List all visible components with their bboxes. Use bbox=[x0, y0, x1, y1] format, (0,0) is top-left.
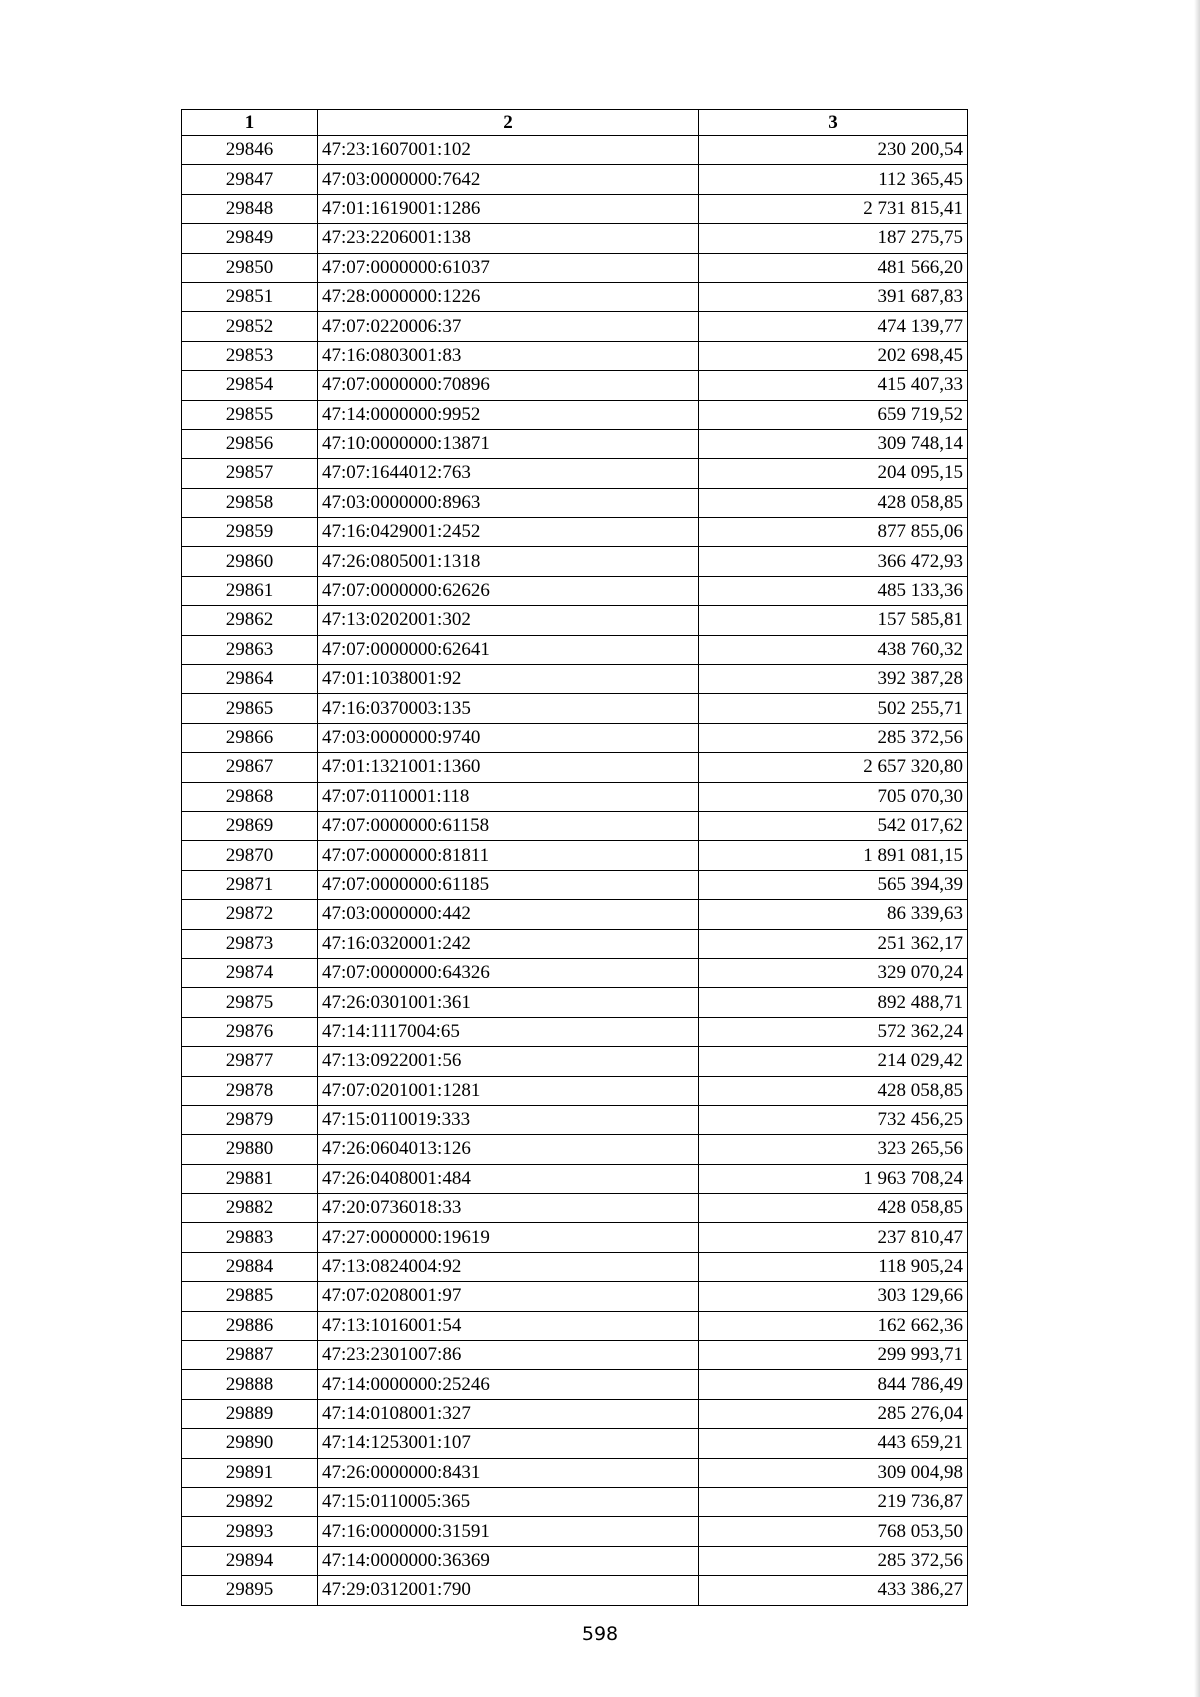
value-cell: 285 276,04 bbox=[699, 1399, 968, 1428]
data-table bbox=[181, 109, 968, 1606]
row-number-cell: 29889 bbox=[182, 1399, 318, 1428]
row-number-cell: 29857 bbox=[182, 459, 318, 488]
value-cell: 2 657 320,80 bbox=[699, 753, 968, 782]
table-row bbox=[182, 606, 968, 635]
value-cell: 877 855,06 bbox=[699, 518, 968, 547]
value-cell: 438 760,32 bbox=[699, 635, 968, 664]
cadastral-number-cell: 47:14:0000000:9952 bbox=[318, 400, 699, 429]
cadastral-number-cell: 47:26:0604013:126 bbox=[318, 1135, 699, 1164]
cadastral-number-cell: 47:20:0736018:33 bbox=[318, 1194, 699, 1223]
table-row bbox=[182, 870, 968, 899]
table-row bbox=[182, 811, 968, 840]
value-cell: 391 687,83 bbox=[699, 282, 968, 311]
table-row bbox=[182, 929, 968, 958]
table-row bbox=[182, 1194, 968, 1223]
row-number-cell: 29846 bbox=[182, 136, 318, 165]
cadastral-number-cell: 47:14:0000000:36369 bbox=[318, 1546, 699, 1575]
row-number-cell: 29863 bbox=[182, 635, 318, 664]
row-number-cell: 29872 bbox=[182, 900, 318, 929]
row-number-cell: 29852 bbox=[182, 312, 318, 341]
cadastral-number-cell: 47:26:0805001:1318 bbox=[318, 547, 699, 576]
row-number-cell: 29854 bbox=[182, 371, 318, 400]
cadastral-number-cell: 47:07:0110001:118 bbox=[318, 782, 699, 811]
table-row bbox=[182, 1370, 968, 1399]
row-number-cell: 29888 bbox=[182, 1370, 318, 1399]
row-number-cell: 29856 bbox=[182, 429, 318, 458]
cadastral-number-cell: 47:14:0108001:327 bbox=[318, 1399, 699, 1428]
table-row bbox=[182, 1517, 968, 1546]
column-header-3: 3 bbox=[699, 110, 968, 136]
table-row bbox=[182, 1164, 968, 1193]
cadastral-number-cell: 47:16:0000000:31591 bbox=[318, 1517, 699, 1546]
row-number-cell: 29850 bbox=[182, 253, 318, 282]
row-number-cell: 29855 bbox=[182, 400, 318, 429]
table-row bbox=[182, 576, 968, 605]
cadastral-number-cell: 47:07:0000000:61158 bbox=[318, 811, 699, 840]
page-edge-shadow bbox=[1194, 0, 1200, 1697]
table-row bbox=[182, 518, 968, 547]
row-number-cell: 29895 bbox=[182, 1576, 318, 1605]
value-cell: 392 387,28 bbox=[699, 665, 968, 694]
row-number-cell: 29858 bbox=[182, 488, 318, 517]
value-cell: 428 058,85 bbox=[699, 488, 968, 517]
value-cell: 428 058,85 bbox=[699, 1194, 968, 1223]
value-cell: 892 488,71 bbox=[699, 988, 968, 1017]
row-number-cell: 29874 bbox=[182, 958, 318, 987]
table-row bbox=[182, 136, 968, 165]
row-number-cell: 29877 bbox=[182, 1047, 318, 1076]
cadastral-number-cell: 47:15:0110005:365 bbox=[318, 1487, 699, 1516]
cadastral-number-cell: 47:26:0408001:484 bbox=[318, 1164, 699, 1193]
table-row bbox=[182, 1252, 968, 1281]
table-row bbox=[182, 194, 968, 223]
value-cell: 202 698,45 bbox=[699, 341, 968, 370]
row-number-cell: 29859 bbox=[182, 518, 318, 547]
table-row bbox=[182, 694, 968, 723]
value-cell: 204 095,15 bbox=[699, 459, 968, 488]
cadastral-number-cell: 47:14:1117004:65 bbox=[318, 1017, 699, 1046]
row-number-cell: 29865 bbox=[182, 694, 318, 723]
value-cell: 844 786,49 bbox=[699, 1370, 968, 1399]
page-number: 598 bbox=[581, 1623, 619, 1645]
cadastral-number-cell: 47:26:0000000:8431 bbox=[318, 1458, 699, 1487]
table-row bbox=[182, 429, 968, 458]
value-cell: 299 993,71 bbox=[699, 1341, 968, 1370]
table-row bbox=[182, 1546, 968, 1575]
table-row bbox=[182, 1135, 968, 1164]
cadastral-number-cell: 47:03:0000000:9740 bbox=[318, 723, 699, 752]
row-number-cell: 29887 bbox=[182, 1341, 318, 1370]
cadastral-number-cell: 47:01:1321001:1360 bbox=[318, 753, 699, 782]
table-row bbox=[182, 1311, 968, 1340]
row-number-cell: 29886 bbox=[182, 1311, 318, 1340]
cadastral-number-cell: 47:01:1619001:1286 bbox=[318, 194, 699, 223]
value-cell: 285 372,56 bbox=[699, 1546, 968, 1575]
value-cell: 309 748,14 bbox=[699, 429, 968, 458]
table-row bbox=[182, 1341, 968, 1370]
cadastral-number-cell: 47:13:0824004:92 bbox=[318, 1252, 699, 1281]
table-row bbox=[182, 282, 968, 311]
value-cell: 118 905,24 bbox=[699, 1252, 968, 1281]
cadastral-number-cell: 47:14:1253001:107 bbox=[318, 1429, 699, 1458]
table-row bbox=[182, 547, 968, 576]
row-number-cell: 29878 bbox=[182, 1076, 318, 1105]
cadastral-number-cell: 47:07:0000000:64326 bbox=[318, 958, 699, 987]
cadastral-number-cell: 47:07:0000000:62626 bbox=[318, 576, 699, 605]
cadastral-number-cell: 47:16:0320001:242 bbox=[318, 929, 699, 958]
value-cell: 329 070,24 bbox=[699, 958, 968, 987]
table-row bbox=[182, 958, 968, 987]
table-row bbox=[182, 459, 968, 488]
table-row bbox=[182, 371, 968, 400]
cadastral-number-cell: 47:07:0220006:37 bbox=[318, 312, 699, 341]
row-number-cell: 29871 bbox=[182, 870, 318, 899]
column-header-2: 2 bbox=[318, 110, 699, 136]
table-row bbox=[182, 488, 968, 517]
row-number-cell: 29894 bbox=[182, 1546, 318, 1575]
table-row bbox=[182, 635, 968, 664]
cadastral-number-cell: 47:03:0000000:8963 bbox=[318, 488, 699, 517]
cadastral-number-cell: 47:13:1016001:54 bbox=[318, 1311, 699, 1340]
value-cell: 2 731 815,41 bbox=[699, 194, 968, 223]
value-cell: 323 265,56 bbox=[699, 1135, 968, 1164]
cadastral-number-cell: 47:07:1644012:763 bbox=[318, 459, 699, 488]
row-number-cell: 29860 bbox=[182, 547, 318, 576]
table-row bbox=[182, 165, 968, 194]
value-cell: 309 004,98 bbox=[699, 1458, 968, 1487]
table-row bbox=[182, 224, 968, 253]
row-number-cell: 29867 bbox=[182, 753, 318, 782]
cadastral-number-cell: 47:16:0429001:2452 bbox=[318, 518, 699, 547]
table-header-row bbox=[182, 110, 968, 136]
cadastral-number-cell: 47:07:0000000:70896 bbox=[318, 371, 699, 400]
row-number-cell: 29853 bbox=[182, 341, 318, 370]
cadastral-number-cell: 47:07:0208001:97 bbox=[318, 1282, 699, 1311]
table-row bbox=[182, 1017, 968, 1046]
cadastral-number-cell: 47:01:1038001:92 bbox=[318, 665, 699, 694]
value-cell: 219 736,87 bbox=[699, 1487, 968, 1516]
value-cell: 415 407,33 bbox=[699, 371, 968, 400]
table-row bbox=[182, 841, 968, 870]
cadastral-number-cell: 47:16:0370003:135 bbox=[318, 694, 699, 723]
row-number-cell: 29868 bbox=[182, 782, 318, 811]
cadastral-number-cell: 47:07:0201001:1281 bbox=[318, 1076, 699, 1105]
cadastral-number-cell: 47:07:0000000:61185 bbox=[318, 870, 699, 899]
row-number-cell: 29870 bbox=[182, 841, 318, 870]
value-cell: 485 133,36 bbox=[699, 576, 968, 605]
row-number-cell: 29848 bbox=[182, 194, 318, 223]
table-row bbox=[182, 753, 968, 782]
value-cell: 214 029,42 bbox=[699, 1047, 968, 1076]
cadastral-number-cell: 47:10:0000000:13871 bbox=[318, 429, 699, 458]
value-cell: 86 339,63 bbox=[699, 900, 968, 929]
value-cell: 443 659,21 bbox=[699, 1429, 968, 1458]
cadastral-number-cell: 47:07:0000000:81811 bbox=[318, 841, 699, 870]
cadastral-number-cell: 47:03:0000000:7642 bbox=[318, 165, 699, 194]
value-cell: 705 070,30 bbox=[699, 782, 968, 811]
row-number-cell: 29876 bbox=[182, 1017, 318, 1046]
cadastral-number-cell: 47:26:0301001:361 bbox=[318, 988, 699, 1017]
row-number-cell: 29869 bbox=[182, 811, 318, 840]
row-number-cell: 29873 bbox=[182, 929, 318, 958]
table-row bbox=[182, 723, 968, 752]
value-cell: 162 662,36 bbox=[699, 1311, 968, 1340]
value-cell: 237 810,47 bbox=[699, 1223, 968, 1252]
table-row bbox=[182, 1282, 968, 1311]
table-row bbox=[182, 253, 968, 282]
row-number-cell: 29849 bbox=[182, 224, 318, 253]
value-cell: 230 200,54 bbox=[699, 136, 968, 165]
column-header-1: 1 bbox=[182, 110, 318, 136]
row-number-cell: 29893 bbox=[182, 1517, 318, 1546]
value-cell: 428 058,85 bbox=[699, 1076, 968, 1105]
cadastral-number-cell: 47:07:0000000:61037 bbox=[318, 253, 699, 282]
table-row bbox=[182, 782, 968, 811]
table-row bbox=[182, 312, 968, 341]
value-cell: 565 394,39 bbox=[699, 870, 968, 899]
table-row bbox=[182, 1429, 968, 1458]
table-row bbox=[182, 400, 968, 429]
value-cell: 481 566,20 bbox=[699, 253, 968, 282]
table-row bbox=[182, 1576, 968, 1605]
value-cell: 1 963 708,24 bbox=[699, 1164, 968, 1193]
value-cell: 659 719,52 bbox=[699, 400, 968, 429]
value-cell: 433 386,27 bbox=[699, 1576, 968, 1605]
row-number-cell: 29885 bbox=[182, 1282, 318, 1311]
row-number-cell: 29882 bbox=[182, 1194, 318, 1223]
row-number-cell: 29881 bbox=[182, 1164, 318, 1193]
row-number-cell: 29861 bbox=[182, 576, 318, 605]
table-row bbox=[182, 341, 968, 370]
cadastral-number-cell: 47:28:0000000:1226 bbox=[318, 282, 699, 311]
cadastral-number-cell: 47:16:0803001:83 bbox=[318, 341, 699, 370]
row-number-cell: 29892 bbox=[182, 1487, 318, 1516]
value-cell: 732 456,25 bbox=[699, 1105, 968, 1134]
table-row bbox=[182, 1487, 968, 1516]
table-row bbox=[182, 1399, 968, 1428]
value-cell: 474 139,77 bbox=[699, 312, 968, 341]
table-row bbox=[182, 1047, 968, 1076]
row-number-cell: 29891 bbox=[182, 1458, 318, 1487]
table-row bbox=[182, 1223, 968, 1252]
cadastral-number-cell: 47:23:2301007:86 bbox=[318, 1341, 699, 1370]
cadastral-number-cell: 47:23:1607001:102 bbox=[318, 136, 699, 165]
row-number-cell: 29883 bbox=[182, 1223, 318, 1252]
row-number-cell: 29880 bbox=[182, 1135, 318, 1164]
value-cell: 251 362,17 bbox=[699, 929, 968, 958]
table-row bbox=[182, 988, 968, 1017]
cadastral-number-cell: 47:14:0000000:25246 bbox=[318, 1370, 699, 1399]
value-cell: 1 891 081,15 bbox=[699, 841, 968, 870]
cadastral-number-cell: 47:27:0000000:19619 bbox=[318, 1223, 699, 1252]
cadastral-number-cell: 47:03:0000000:442 bbox=[318, 900, 699, 929]
row-number-cell: 29847 bbox=[182, 165, 318, 194]
row-number-cell: 29864 bbox=[182, 665, 318, 694]
value-cell: 502 255,71 bbox=[699, 694, 968, 723]
value-cell: 187 275,75 bbox=[699, 224, 968, 253]
value-cell: 112 365,45 bbox=[699, 165, 968, 194]
cadastral-number-cell: 47:29:0312001:790 bbox=[318, 1576, 699, 1605]
value-cell: 572 362,24 bbox=[699, 1017, 968, 1046]
row-number-cell: 29862 bbox=[182, 606, 318, 635]
row-number-cell: 29875 bbox=[182, 988, 318, 1017]
row-number-cell: 29866 bbox=[182, 723, 318, 752]
cadastral-number-cell: 47:15:0110019:333 bbox=[318, 1105, 699, 1134]
table-row bbox=[182, 665, 968, 694]
value-cell: 285 372,56 bbox=[699, 723, 968, 752]
value-cell: 157 585,81 bbox=[699, 606, 968, 635]
cadastral-number-cell: 47:13:0202001:302 bbox=[318, 606, 699, 635]
row-number-cell: 29890 bbox=[182, 1429, 318, 1458]
table-row bbox=[182, 1105, 968, 1134]
value-cell: 366 472,93 bbox=[699, 547, 968, 576]
table-body bbox=[182, 136, 968, 1606]
cadastral-number-cell: 47:23:2206001:138 bbox=[318, 224, 699, 253]
row-number-cell: 29851 bbox=[182, 282, 318, 311]
row-number-cell: 29884 bbox=[182, 1252, 318, 1281]
value-cell: 303 129,66 bbox=[699, 1282, 968, 1311]
table-row bbox=[182, 1076, 968, 1105]
table-row bbox=[182, 1458, 968, 1487]
cadastral-number-cell: 47:13:0922001:56 bbox=[318, 1047, 699, 1076]
table-row bbox=[182, 900, 968, 929]
value-cell: 542 017,62 bbox=[699, 811, 968, 840]
row-number-cell: 29879 bbox=[182, 1105, 318, 1134]
value-cell: 768 053,50 bbox=[699, 1517, 968, 1546]
cadastral-number-cell: 47:07:0000000:62641 bbox=[318, 635, 699, 664]
